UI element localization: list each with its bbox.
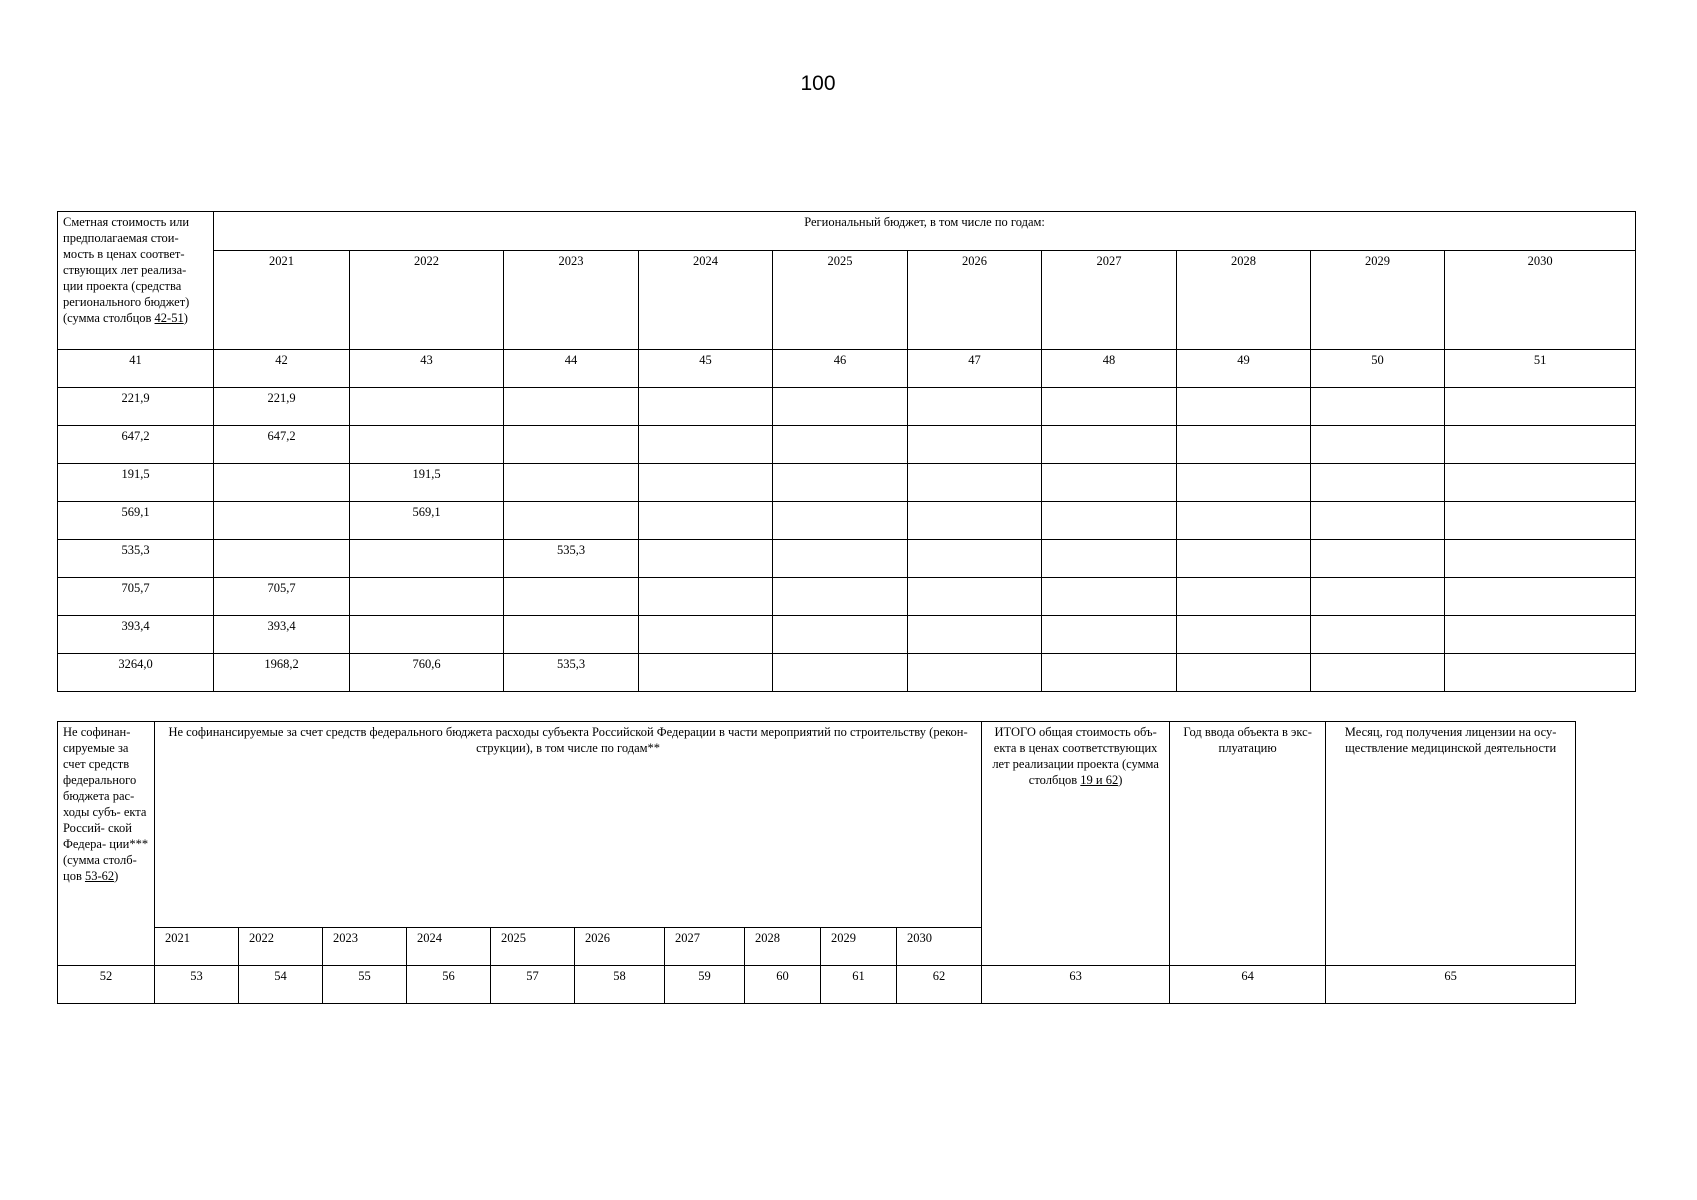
table-cell bbox=[908, 464, 1042, 502]
table-cell bbox=[773, 502, 908, 540]
table-cell bbox=[504, 502, 639, 540]
column-number-cell: 47 bbox=[908, 350, 1042, 388]
table-cell bbox=[773, 578, 908, 616]
table-row bbox=[58, 502, 1636, 540]
table-cell bbox=[1311, 616, 1445, 654]
table-cell: 3264,0 bbox=[58, 654, 214, 692]
table-cell bbox=[1042, 578, 1177, 616]
table-cell bbox=[1042, 388, 1177, 426]
table-cell bbox=[1177, 654, 1311, 692]
column-number-cell: 60 bbox=[745, 966, 821, 1004]
table-cell bbox=[773, 426, 908, 464]
year-header-cell: 2022 bbox=[239, 928, 323, 966]
table-cell bbox=[908, 540, 1042, 578]
table-row bbox=[58, 654, 1636, 692]
table-cell bbox=[504, 388, 639, 426]
column-number-cell: 55 bbox=[323, 966, 407, 1004]
column-number-cell: 64 bbox=[1170, 966, 1326, 1004]
table-cell: 393,4 bbox=[214, 616, 350, 654]
column-number-cell: 46 bbox=[773, 350, 908, 388]
year-header-cell: 2021 bbox=[155, 928, 239, 966]
column-number-cell: 42 bbox=[214, 350, 350, 388]
column-number-cell: 51 bbox=[1445, 350, 1636, 388]
table-cell bbox=[1445, 426, 1636, 464]
table-cell bbox=[1311, 426, 1445, 464]
column-number-cell: 43 bbox=[350, 350, 504, 388]
table-cell: 647,2 bbox=[214, 426, 350, 464]
table-cell bbox=[214, 540, 350, 578]
table-cell bbox=[908, 388, 1042, 426]
table-cell bbox=[1177, 464, 1311, 502]
table-cell bbox=[639, 578, 773, 616]
table-cell bbox=[1177, 502, 1311, 540]
table-cell bbox=[1445, 540, 1636, 578]
table-cell bbox=[773, 388, 908, 426]
year-header-cell: 2024 bbox=[407, 928, 491, 966]
column-number-cell: 62 bbox=[897, 966, 982, 1004]
table-cell bbox=[1311, 540, 1445, 578]
table-cell bbox=[908, 426, 1042, 464]
table-cell: 760,6 bbox=[350, 654, 504, 692]
table-cell bbox=[504, 616, 639, 654]
year-header-cell: 2021 bbox=[214, 251, 350, 350]
non-cofinanced-total-header: Не софинан- сируемые за счет средств федерального бюджета рас- ходы субъ- екта Россий- ской Федера- ции*** (сумма столб- цов 53-62) bbox=[58, 722, 155, 966]
table-cell bbox=[1311, 464, 1445, 502]
table-cell bbox=[639, 616, 773, 654]
column-number-cell: 49 bbox=[1177, 350, 1311, 388]
table-cell: 535,3 bbox=[58, 540, 214, 578]
column-number-cell: 48 bbox=[1042, 350, 1177, 388]
table-cell bbox=[639, 540, 773, 578]
table-cell: 535,3 bbox=[504, 540, 639, 578]
column-reference: 19 и 62 bbox=[1080, 773, 1119, 787]
table-cell bbox=[1177, 616, 1311, 654]
table-cell bbox=[350, 426, 504, 464]
year-header-cell: 2027 bbox=[665, 928, 745, 966]
non-cofinanced-expenses-table bbox=[57, 721, 1576, 1004]
table-cell bbox=[350, 616, 504, 654]
table-cell bbox=[504, 464, 639, 502]
column-reference: 42-51 bbox=[154, 311, 184, 325]
non-cofinanced-by-year-header: Не софинансируемые за счет средств федерального бюджета расходы субъекта Российской Федерации в части мероприятий по строительству (рекон- струкции), в том числе по годам** bbox=[155, 722, 982, 928]
table-cell bbox=[639, 464, 773, 502]
table-cell: 1968,2 bbox=[214, 654, 350, 692]
table-cell bbox=[1042, 426, 1177, 464]
table-cell bbox=[1177, 540, 1311, 578]
year-header-cell: 2029 bbox=[821, 928, 897, 966]
table-cell bbox=[1311, 388, 1445, 426]
estimated-cost-header: Сметная стоимость или предполагаемая стои- мость в ценах соответ- ствующих лет реализа- ции проекта (средства регионального бюджет) (сумма столбцов 42-51) bbox=[58, 212, 214, 350]
year-header-cell: 2029 bbox=[1311, 251, 1445, 350]
table-body bbox=[58, 388, 1636, 692]
table-cell bbox=[504, 578, 639, 616]
table-cell bbox=[639, 388, 773, 426]
table-cell bbox=[908, 578, 1042, 616]
column-number-cell: 41 bbox=[58, 350, 214, 388]
table-cell: 569,1 bbox=[58, 502, 214, 540]
table-row bbox=[58, 616, 1636, 654]
table-cell bbox=[639, 426, 773, 464]
year-header-cell: 2023 bbox=[504, 251, 639, 350]
table-row bbox=[58, 540, 1636, 578]
table-cell bbox=[1311, 502, 1445, 540]
table-cell: 393,4 bbox=[58, 616, 214, 654]
table-row bbox=[58, 388, 1636, 426]
table-cell bbox=[214, 464, 350, 502]
commissioning-year-header: Год ввода объекта в экс- плуатацию bbox=[1170, 722, 1326, 966]
year-header-cell: 2024 bbox=[639, 251, 773, 350]
year-header-cell: 2030 bbox=[897, 928, 982, 966]
table-cell bbox=[1445, 502, 1636, 540]
table-cell: 221,9 bbox=[214, 388, 350, 426]
year-header-cell: 2025 bbox=[491, 928, 575, 966]
table-header-row bbox=[58, 722, 1576, 928]
table-cell bbox=[773, 654, 908, 692]
year-header-cell: 2028 bbox=[1177, 251, 1311, 350]
table-cell bbox=[350, 388, 504, 426]
table-cell bbox=[773, 464, 908, 502]
table-cell bbox=[1042, 464, 1177, 502]
column-number-cell: 63 bbox=[982, 966, 1170, 1004]
table-cell: 705,7 bbox=[58, 578, 214, 616]
column-number-cell: 45 bbox=[639, 350, 773, 388]
table-cell bbox=[908, 616, 1042, 654]
column-number-cell: 53 bbox=[155, 966, 239, 1004]
table-cell: 647,2 bbox=[58, 426, 214, 464]
table-cell bbox=[773, 616, 908, 654]
table-cell bbox=[1311, 654, 1445, 692]
table-cell bbox=[773, 540, 908, 578]
table-cell bbox=[504, 426, 639, 464]
table-cell: 705,7 bbox=[214, 578, 350, 616]
table-cell bbox=[1177, 388, 1311, 426]
table-cell bbox=[1177, 578, 1311, 616]
table-cell bbox=[1042, 502, 1177, 540]
page-number: 100 bbox=[800, 72, 836, 95]
column-number-cell: 65 bbox=[1326, 966, 1576, 1004]
table-cell bbox=[1445, 464, 1636, 502]
table-row bbox=[58, 426, 1636, 464]
column-number-cell: 57 bbox=[491, 966, 575, 1004]
table-cell bbox=[1445, 616, 1636, 654]
column-numbers-row bbox=[58, 966, 1576, 1004]
column-number-cell: 59 bbox=[665, 966, 745, 1004]
regional-budget-table bbox=[57, 211, 1636, 692]
column-reference: 53-62 bbox=[84, 869, 115, 883]
table-cell bbox=[1445, 654, 1636, 692]
table-cell bbox=[1042, 616, 1177, 654]
total-cost-header: ИТОГО общая стоимость объ- екта в ценах соответствующих лет реализации проекта (сумма столбцов 19 и 62) bbox=[982, 722, 1170, 966]
table-cell bbox=[1445, 578, 1636, 616]
table-cell bbox=[908, 654, 1042, 692]
table-cell: 191,5 bbox=[350, 464, 504, 502]
table-cell bbox=[1311, 578, 1445, 616]
table-cell bbox=[1042, 654, 1177, 692]
table-cell bbox=[639, 502, 773, 540]
year-header-cell: 2023 bbox=[323, 928, 407, 966]
table-cell bbox=[214, 502, 350, 540]
year-header-cell: 2026 bbox=[575, 928, 665, 966]
column-number-cell: 54 bbox=[239, 966, 323, 1004]
table-cell bbox=[350, 578, 504, 616]
regional-budget-header: Региональный бюджет, в том числе по годам: bbox=[214, 212, 1636, 251]
table-cell bbox=[908, 502, 1042, 540]
column-number-cell: 56 bbox=[407, 966, 491, 1004]
table-row bbox=[58, 578, 1636, 616]
table-cell bbox=[639, 654, 773, 692]
table-cell bbox=[350, 540, 504, 578]
year-header-cell: 2026 bbox=[908, 251, 1042, 350]
column-number-cell: 50 bbox=[1311, 350, 1445, 388]
column-number-cell: 52 bbox=[58, 966, 155, 1004]
column-number-cell: 58 bbox=[575, 966, 665, 1004]
column-number-cell: 44 bbox=[504, 350, 639, 388]
year-header-cell: 2025 bbox=[773, 251, 908, 350]
table-cell: 221,9 bbox=[58, 388, 214, 426]
column-numbers-row bbox=[58, 350, 1636, 388]
table-cell: 569,1 bbox=[350, 502, 504, 540]
table-cell bbox=[1445, 388, 1636, 426]
table-cell: 191,5 bbox=[58, 464, 214, 502]
table-row bbox=[58, 464, 1636, 502]
year-header-cell: 2027 bbox=[1042, 251, 1177, 350]
year-header-cell: 2022 bbox=[350, 251, 504, 350]
table-cell bbox=[1042, 540, 1177, 578]
column-number-cell: 61 bbox=[821, 966, 897, 1004]
year-header-cell: 2030 bbox=[1445, 251, 1636, 350]
table-cell bbox=[1177, 426, 1311, 464]
license-date-header: Месяц, год получения лицензии на осу- ществление медицинской деятельности bbox=[1326, 722, 1576, 966]
table-header-row bbox=[58, 212, 1636, 251]
table-cell: 535,3 bbox=[504, 654, 639, 692]
year-header-cell: 2028 bbox=[745, 928, 821, 966]
years-header-row bbox=[58, 251, 1636, 350]
